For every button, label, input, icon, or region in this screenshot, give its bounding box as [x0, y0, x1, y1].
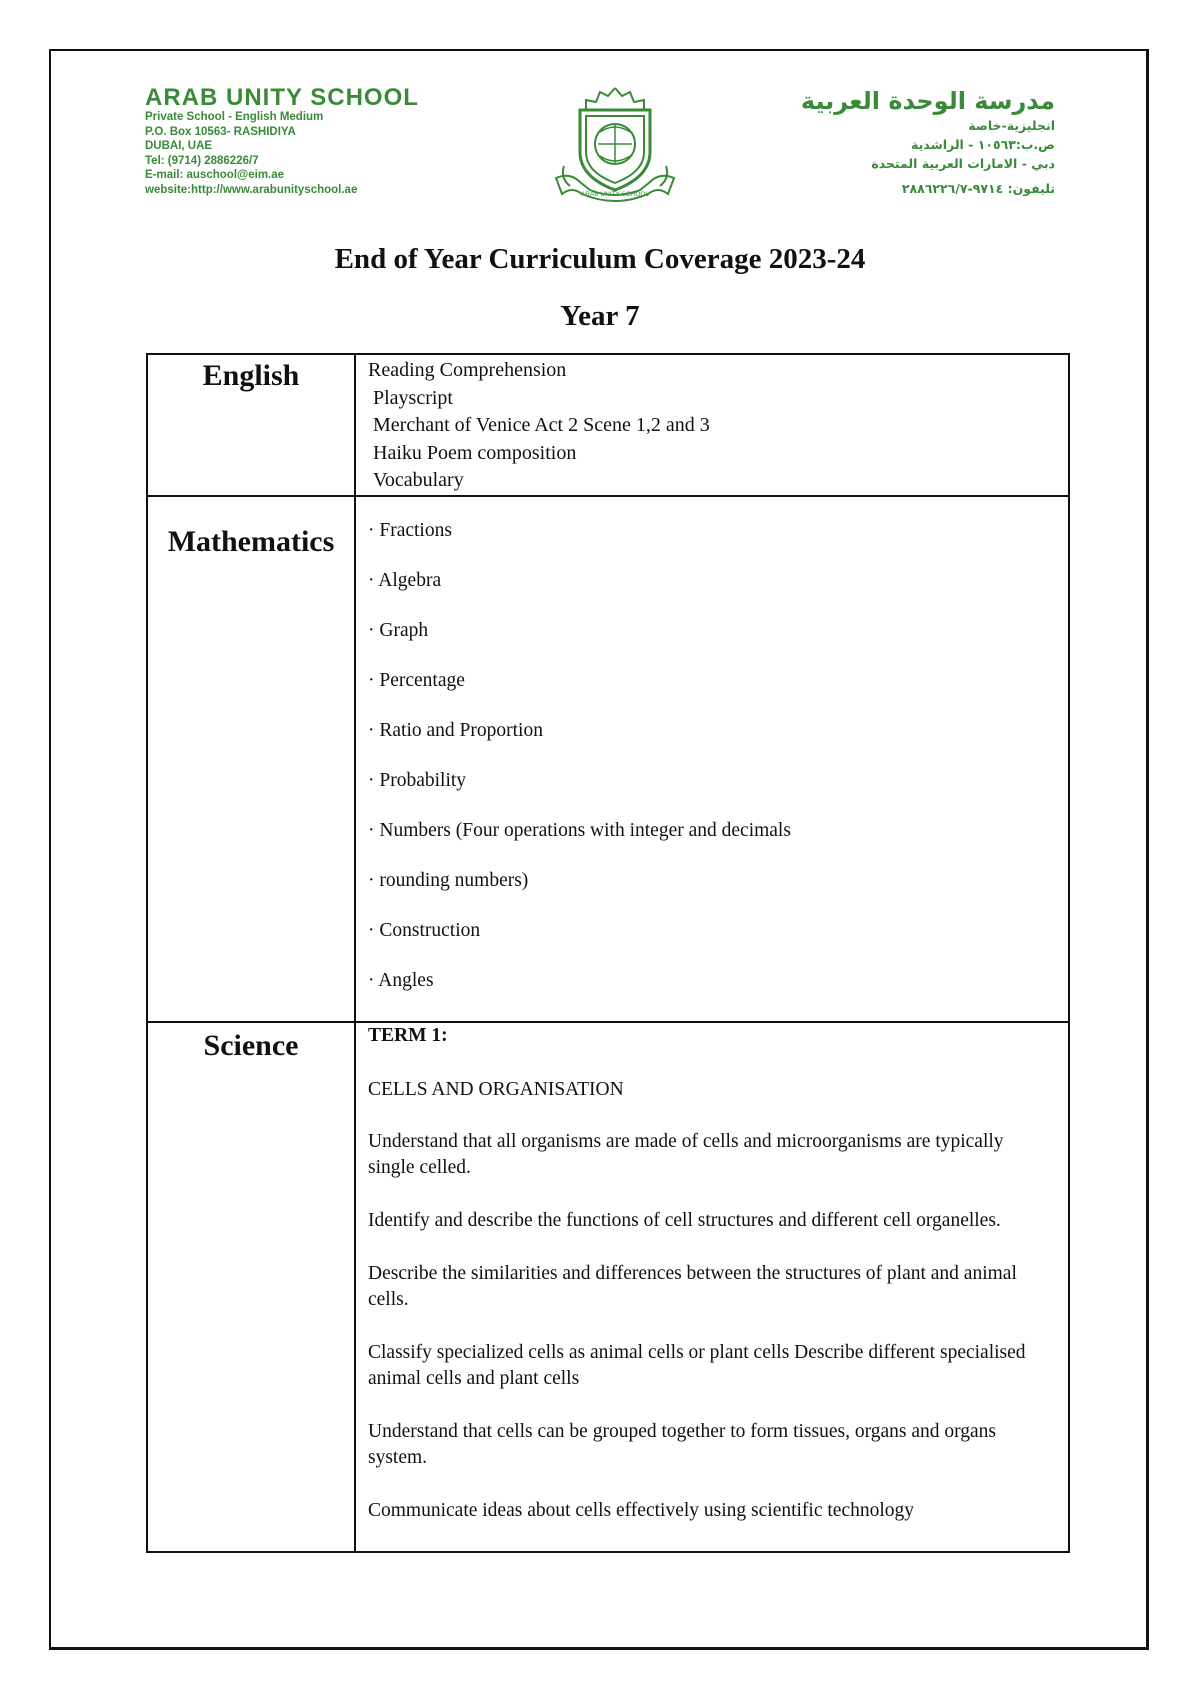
school-name-english: ARAB UNITY SCHOOL [145, 84, 419, 111]
list-item: Understand that cells can be grouped together to form tissues, organs and organs system. [368, 1420, 996, 1468]
school-po-box: P.O. Box 10563- RASHIDIYA [145, 125, 296, 138]
school-type-arabic: انجليزية-خاصة [968, 118, 1055, 133]
school-website: website:http://www.arabunityschool.ae [145, 183, 358, 196]
school-phone: Tel: (9714) 2886226/7 [145, 154, 259, 167]
subject-english: English [147, 354, 355, 496]
list-item: Playscript [373, 386, 453, 409]
list-item: Identify and describe the functions of cell structures and different cell organelles. [368, 1209, 1001, 1231]
list-item: Classify specialized cells as animal cells or plant cells Describe different specialised animal cells and plant cells [368, 1341, 1026, 1389]
school-po-box-arabic: ص.ب:١٠٥٦٣ - الراشدية [911, 137, 1055, 152]
list-item: · Fractions [368, 519, 452, 541]
list-item: Merchant of Venice Act 2 Scene 1,2 and 3 [373, 414, 710, 436]
school-crest-logo [550, 82, 680, 206]
table-row-mathematics [147, 496, 1069, 1022]
letterhead [145, 80, 1055, 210]
list-item: · Graph [368, 619, 429, 641]
subject-science: Science [147, 1022, 355, 1552]
subject-mathematics: Mathematics [147, 496, 355, 1022]
list-item: · Construction [368, 919, 481, 941]
list-item: Haiku Poem composition [373, 441, 577, 464]
list-item: Communicate ideas about cells effectively using scientific technology [368, 1499, 915, 1521]
document-title: End of Year Curriculum Coverage 2023-24 [334, 243, 866, 275]
table-row-english [147, 354, 1069, 496]
topics-science [355, 1022, 1069, 1552]
document-subtitle: Year 7 [560, 300, 640, 332]
list-item: · Algebra [368, 569, 442, 591]
list-item: · Angles [368, 969, 434, 991]
list-item: · Percentage [368, 669, 465, 691]
school-city: DUBAI, UAE [145, 140, 213, 152]
list-item: · Ratio and Proportion [368, 719, 543, 741]
science-term-label: TERM 1: [368, 1024, 448, 1046]
science-unit-heading: CELLS AND ORGANISATION [368, 1078, 624, 1100]
list-item: Describe the similarities and differences between the structures of plant and animal cells. [368, 1262, 1017, 1310]
school-info-english [145, 86, 419, 197]
list-item: · rounding numbers) [368, 869, 529, 891]
topics-english [355, 354, 1069, 496]
topics-mathematics [355, 496, 1069, 1022]
school-city-arabic: دبي - الامارات العربية المتحدة [871, 156, 1055, 171]
list-item: Vocabulary [373, 469, 464, 491]
school-email: E-mail: auschool@eim.ae [145, 169, 285, 181]
list-item: Understand that all organisms are made of cells and microorganisms are typically single celled. [368, 1130, 1004, 1178]
school-type: Private School - English Medium [145, 111, 324, 123]
school-name-arabic: مدرسة الوحدة العربية [800, 87, 1055, 115]
mathematics-list [368, 499, 1068, 991]
school-phone-arabic: تليفون: ٩٧١٤-٢٨٨٦٢٢٦/٧ [901, 181, 1055, 196]
curriculum-table [146, 353, 1070, 1553]
school-info-arabic [801, 86, 1055, 198]
table-row-science [147, 1022, 1069, 1552]
list-item: · Numbers (Four operations with integer and decimals [368, 819, 791, 841]
list-item: · Probability [368, 769, 467, 791]
crest-caption: ARAB UNITY SCHOOL [580, 191, 650, 198]
list-item: Reading Comprehension [368, 359, 567, 381]
